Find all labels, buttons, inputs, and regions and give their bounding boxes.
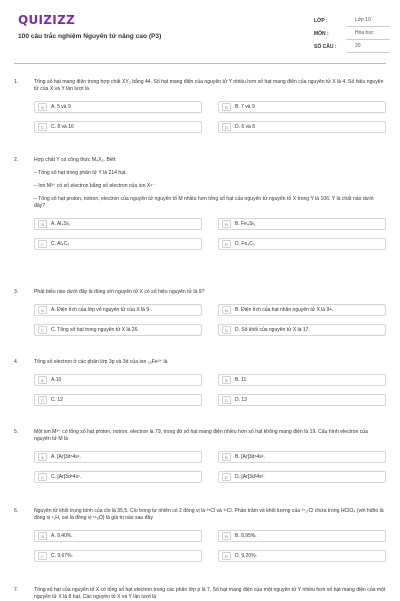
option-letter: C — [38, 123, 47, 131]
question-number: 5. — [14, 429, 19, 435]
question-number: 1. — [14, 79, 19, 85]
option-letter: B — [222, 220, 231, 228]
option-letter: D — [222, 326, 231, 334]
page-title: 100 câu trắc nghiệm Nguyên tử nâng cao (P3) — [18, 33, 162, 40]
option-c[interactable] — [34, 324, 202, 336]
question-text: Phát biểu nào dưới đây là đúng với nguyên tử X có số hiệu nguyên tử là 9? — [34, 289, 205, 295]
option-text: B. 11 — [235, 376, 247, 383]
answer-options — [34, 451, 386, 483]
option-d[interactable] — [218, 121, 386, 133]
class-label: LỚP : — [314, 17, 328, 24]
question-number: 6. — [14, 508, 19, 514]
option-a[interactable] — [34, 374, 202, 386]
quizizz-logo: QUIZIZZ — [18, 13, 76, 27]
option-letter: A — [38, 306, 47, 314]
option-text: D. Fe₄C₃ — [235, 240, 255, 247]
option-b[interactable] — [218, 530, 386, 542]
class-value: Lớp 10 — [347, 15, 390, 27]
option-d[interactable] — [218, 471, 386, 483]
subject-label: MÔN : — [314, 30, 329, 37]
option-d[interactable] — [218, 324, 386, 336]
option-letter: A — [38, 220, 47, 228]
option-text: A. [Ar]3d⁵4s¹. — [51, 453, 81, 460]
option-letter: C — [38, 326, 47, 334]
option-b[interactable] — [218, 451, 386, 463]
question-4 — [14, 359, 386, 406]
option-text: B. Fe₄Si₃ — [235, 220, 256, 227]
question-count-value: 20 — [347, 41, 390, 53]
option-b[interactable] — [218, 304, 386, 316]
option-d[interactable] — [218, 238, 386, 250]
question-number: 4. — [14, 359, 19, 365]
question-3 — [14, 289, 386, 336]
option-text: D. [Ar]3d³4s². — [235, 473, 265, 480]
question-text: Tổng số electron ở các phân lớp 3p và 3d của ion ₂₆Fe³⁺ là — [34, 359, 168, 365]
option-text: A. Điện tích của lớp vỏ nguyên tử của X là 9-. — [51, 306, 153, 313]
subject-row — [314, 27, 390, 40]
option-text: A. 9,40%. — [51, 532, 73, 539]
question-5 — [14, 429, 386, 483]
class-row — [314, 14, 390, 27]
option-text: D. 13 — [235, 396, 247, 403]
option-text: D. 9,20%. — [235, 552, 257, 559]
option-letter: C — [38, 396, 47, 404]
question-condition-2: – Ion M³⁺ có số electron bằng số electron của ion X⁴⁻ — [34, 183, 156, 189]
option-letter: A — [38, 453, 47, 461]
option-a[interactable] — [34, 530, 202, 542]
option-letter: C — [38, 473, 47, 481]
option-d[interactable] — [218, 550, 386, 562]
option-letter: D — [222, 123, 231, 131]
option-c[interactable] — [34, 238, 202, 250]
option-letter: B — [222, 306, 231, 314]
option-text: A. Al₄Si₃ — [51, 220, 70, 227]
worksheet-meta — [314, 14, 390, 53]
option-b[interactable] — [218, 374, 386, 386]
answer-options — [34, 374, 386, 406]
option-text: C. 12 — [51, 396, 63, 403]
option-b[interactable] — [218, 101, 386, 113]
subject-value: Hóa học — [347, 28, 390, 40]
option-letter: D — [222, 473, 231, 481]
question-6 — [14, 508, 386, 562]
option-letter: B — [222, 376, 231, 384]
answer-options — [34, 101, 386, 133]
question-text: Tổng số hạt mang điện trong hợp chất XY₂ bằng 44. Số hạt mang điện của nguyên tử Y nhiều hơn số hạt mang điện của nguyên tử X là 4. Số hiệu nguyên tử của X và Y lần lượt là — [34, 79, 384, 92]
answer-options — [34, 218, 386, 250]
option-a[interactable] — [34, 304, 202, 316]
option-text: D. Số khối của nguyên tử X là 17. — [235, 326, 310, 333]
option-text: B. 7 và 9 — [235, 103, 255, 110]
option-letter: A — [38, 103, 47, 111]
question-condition-3: – Tổng số hạt proton, notron, electron của nguyên tử nguyên tố M nhiều hơn tổng số hạt của nguyên tử nguyên tố X trong Y là 106. Y là chất nào dưới đây? — [34, 196, 374, 209]
question-count-row — [314, 40, 390, 53]
option-letter: A — [38, 376, 47, 384]
option-b[interactable] — [218, 218, 386, 230]
option-text: B. [Ar]3d⁶4s². — [235, 453, 265, 460]
answer-options — [34, 530, 386, 562]
option-text: C. Tổng số hạt trong nguyên tử X là 26. — [51, 326, 139, 333]
option-c[interactable] — [34, 121, 202, 133]
question-text: Tổng số hạt của nguyên tố X có tổng số hạt electron trong các phân lớp p là 7. Số hạt mang điện của một nguyên tử Y nhiều hơn số hạt mang điện của một nguyên tử X là 8 hạt. Các nguyên tố X và Y lần lượt là — [34, 587, 386, 600]
header-divider — [14, 63, 386, 64]
option-letter: D — [222, 552, 231, 560]
option-a[interactable] — [34, 218, 202, 230]
question-2 — [14, 157, 386, 250]
option-letter: B — [222, 453, 231, 461]
option-letter: B — [222, 532, 231, 540]
option-text: B. 8,95%. — [235, 532, 257, 539]
option-letter: D — [222, 240, 231, 248]
option-letter: A — [38, 532, 47, 540]
option-c[interactable] — [34, 394, 202, 406]
option-c[interactable] — [34, 471, 202, 483]
option-text: C. Al₄C₃ — [51, 240, 70, 247]
question-condition-1: – Tổng số hạt trong phân tử Y là 214 hạt. — [34, 170, 127, 176]
option-text: C. [Ar]3d⁶4s¹. — [51, 473, 82, 480]
option-c[interactable] — [34, 550, 202, 562]
option-letter: B — [222, 103, 231, 111]
question-number: 3. — [14, 289, 19, 295]
option-text: B. Điện tích của hạt nhân nguyên tử X là 9+. — [235, 306, 334, 313]
question-text: Nguyên tử khối trung bình của clo là 35,5. Clo trong tự nhiên có 2 đồng vị là ³⁵Cl và ³⁷Cl. Phần trăm về khối lượng của ³⁷₁₇Cl chứa trong HClO₄ (với hiđro là đồng vị ¹₁H, oxi là đồng vị ¹⁶₈O) là giá trị nào sau đây — [34, 508, 384, 521]
option-a[interactable] — [34, 101, 202, 113]
option-text: D. 6 và 8 — [235, 123, 256, 130]
question-text: Hợp chất Y có công thức M₄X₃. Biết: — [34, 157, 117, 163]
question-text: Một ion M³⁺ có tổng số hạt proton, notron, electron là 79, trong đó số hạt mang điện nhiều hơn số hạt không mang điện là 19. Cấu hình electron của nguyên tử M là — [34, 429, 368, 442]
option-d[interactable] — [218, 394, 386, 406]
option-text: C. 9,67%. — [51, 552, 73, 559]
question-count-label: SỐ CÂU : — [314, 43, 337, 50]
answer-options — [34, 304, 386, 336]
option-a[interactable] — [34, 451, 202, 463]
question-number: 7. — [14, 587, 19, 593]
option-text: A.10 — [51, 376, 62, 383]
question-7 — [14, 587, 386, 601]
option-letter: D — [222, 396, 231, 404]
option-text: C. 8 và 16 — [51, 123, 74, 130]
option-letter: C — [38, 240, 47, 248]
option-letter: C — [38, 552, 47, 560]
option-text: A. 5 và 9 — [51, 103, 71, 110]
question-number: 2. — [14, 157, 19, 163]
question-1 — [14, 79, 386, 133]
